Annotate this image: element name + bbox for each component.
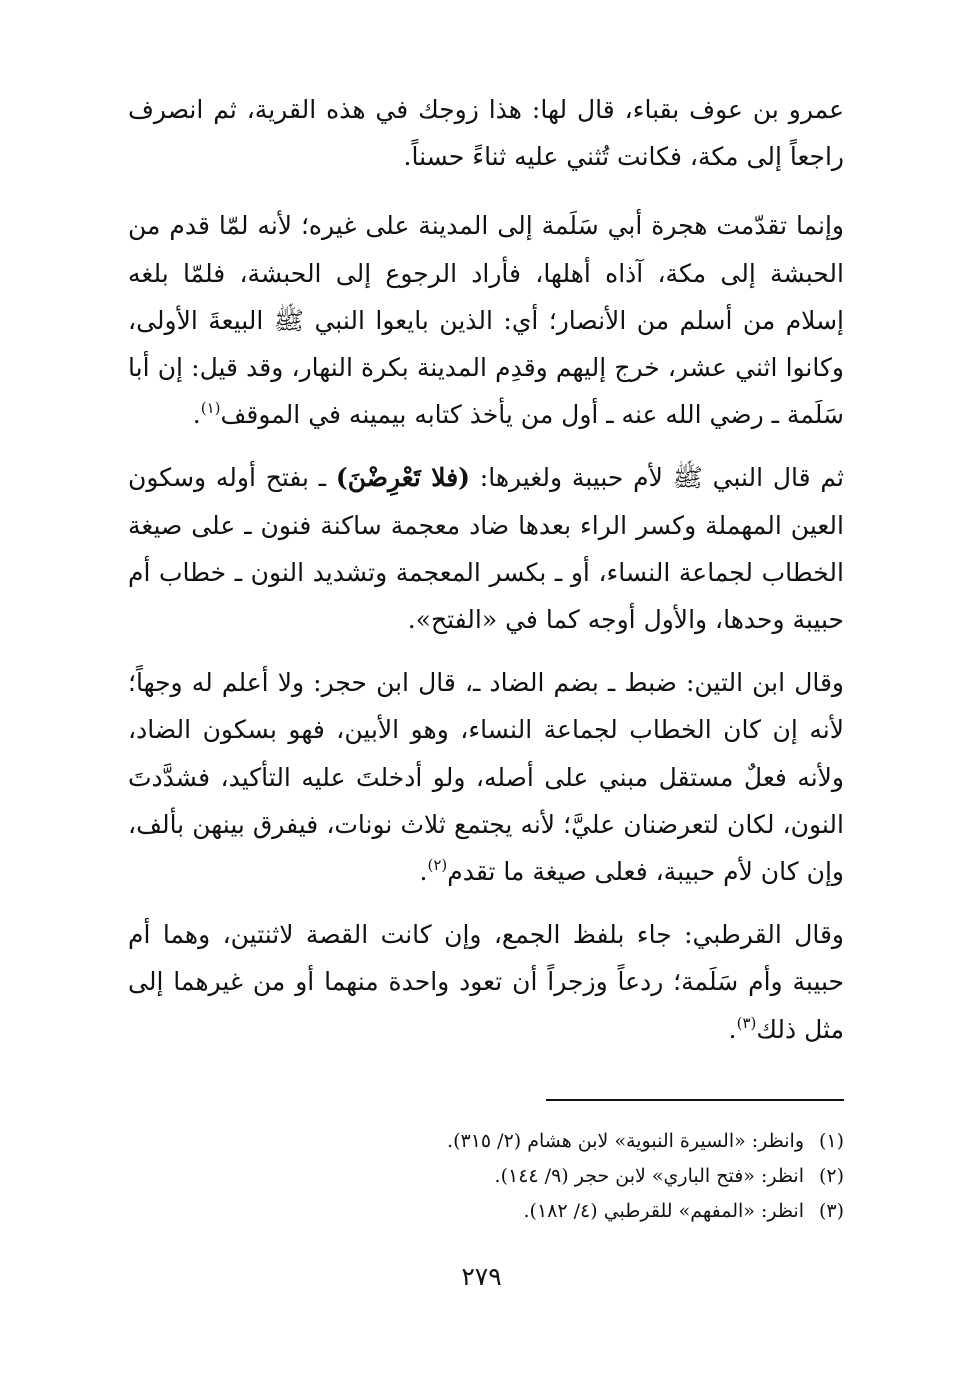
paragraph-2-text: وإنما تقدّمت هجرة أبي سَلَمة إلى المدينة على غيره؛ لأنه لمّا قدم من الحبشة إلى مكة، آذاه أهلها، فأراد الرجوع إلى الحبشة، فلمّا بلغه إسلام من أسلم من الأنصار؛ أي: الذين بايعوا النبي ﷺ البيعةَ الأولى، وكانوا اثني عشر، خرج إليهم وقدِم المدينة بكرة النهار، وقد قيل: إن أبا سَلَمة ـ رضي الله عنه ـ أول من يأخذ كتابه بيمينه في الموقف: [128, 211, 844, 430]
paragraph-5: وقال القرطبي: جاء بلفظ الجمع، وإن كانت القصة لاثنتين، وهما أم حبيبة وأم سَلَمة؛ ردعاً وزجراً أن تعود واحدة منهما أو من غيرهما إلى مثل ذلك$^{(٣)}$.: [128, 920, 844, 1044]
footnote-2: [300, 1159, 844, 1194]
footnote-ref-2: (٢): [427, 856, 448, 875]
footnote-text: انظر: «المفهم» للقرطبي (٤/ ١٨٢).: [523, 1200, 804, 1222]
paragraph-3: [128, 454, 844, 643]
paragraph-1: [128, 86, 844, 180]
paragraph-4: وقال ابن التين: ضبط ـ بضم الضاد ـ، قال ابن حجر: ولا أعلم له وجهاً؛ لأنه إن كان الخطاب لجماعة النساء، وهو الأبين، فهو بسكون الضاد، ولأنه فعلٌ مستقل مبني على أصله، ولو أدخلتَ عليه التأكيد، فشدَّدتَ النون، لكان لتعرضنان عليَّ؛ لأنه يجتمع ثلاث نونات، فيفرق بينهن بألف، وإن كان لأم حبيبة، فعلى صيغة ما تقدم$^{(٢)}$.: [128, 668, 844, 887]
hadith-quote: (فلا تَعْرِضْنَ): [335, 463, 470, 493]
footnote-separator: [546, 1099, 844, 1101]
footnote-text: وانظر: «السيرة النبوية» لابن هشام (٢/ ٣١٥).: [447, 1130, 804, 1152]
paragraph-5-text: وقال القرطبي: جاء بلفظ الجمع، وإن كانت القصة لاثنتين، وهما أم حبيبة وأم سَلَمة؛ ردعاً وزجراً أن تعود واحدة منهما أو من غيرهما إلى مثل ذلك: [128, 920, 844, 1044]
footnotes: [300, 1124, 844, 1229]
main-text: [128, 86, 844, 1069]
footnote-number: (٢): [818, 1165, 844, 1187]
footnote-text: انظر: «فتح الباري» لابن حجر (٩/ ١٤٤).: [494, 1165, 804, 1187]
paragraph-3-rest: ـ بفتح أوله وسكون العين المهملة وكسر الراء بعدها ضاد معجمة ساكنة فنون ـ على صيغة الخطاب لجماعة النساء، أو ـ بكسر المعجمة وتشديد النون ـ خطاب أم حبيبة وحدها، والأول أوجه كما في «الفتح».: [128, 463, 844, 635]
paragraph-2: وإنما تقدّمت هجرة أبي سَلَمة إلى المدينة على غيره؛ لأنه لمّا قدم من الحبشة إلى مكة، آذاه أهلها، فأراد الرجوع إلى الحبشة، فلمّا بلغه إسلام من أسلم من الأنصار؛ أي: الذين بايعوا النبي ﷺ البيعةَ الأولى، وكانوا اثني عشر، خرج إليهم وقدِم المدينة بكرة النهار، وقد قيل: إن أبا سَلَمة ـ رضي الله عنه ـ أول من يأخذ كتابه بيمينه في الموقف$^{(١)}$.: [128, 211, 844, 430]
footnote-1: [300, 1124, 844, 1159]
paragraph-1-text: عمرو بن عوف بقباء، قال لها: هذا زوجك في هذه القرية، ثم انصرف راجعاً إلى مكة، فكانت تُثني عليه ثناءً حسناً.: [128, 95, 844, 172]
page-number: ٢٧٩: [461, 1262, 502, 1291]
paragraph-4-text: وقال ابن التين: ضبط ـ بضم الضاد ـ، قال ابن حجر: ولا أعلم له وجهاً؛ لأنه إن كان الخطاب لجماعة النساء، وهو الأبين، فهو بسكون الضاد، ولأنه فعلٌ مستقل مبني على أصله، ولو أدخلتَ عليه التأكيد، فشدَّدتَ النون، لكان لتعرضنان عليَّ؛ لأنه يجتمع ثلاث نونات، فيفرق بينهن بألف، وإن كان لأم حبيبة، فعلى صيغة ما تقدم: [128, 668, 844, 887]
paragraph-3-lead: ثم قال النبي ﷺ لأم حبيبة ولغيرها:: [470, 463, 844, 493]
footnote-ref-3: (٣): [736, 1013, 757, 1032]
footnote-ref-1: (١): [200, 399, 221, 418]
footnote-number: (١): [818, 1130, 844, 1152]
footnote-number: (٣): [818, 1200, 844, 1222]
footnote-3: [300, 1194, 844, 1229]
